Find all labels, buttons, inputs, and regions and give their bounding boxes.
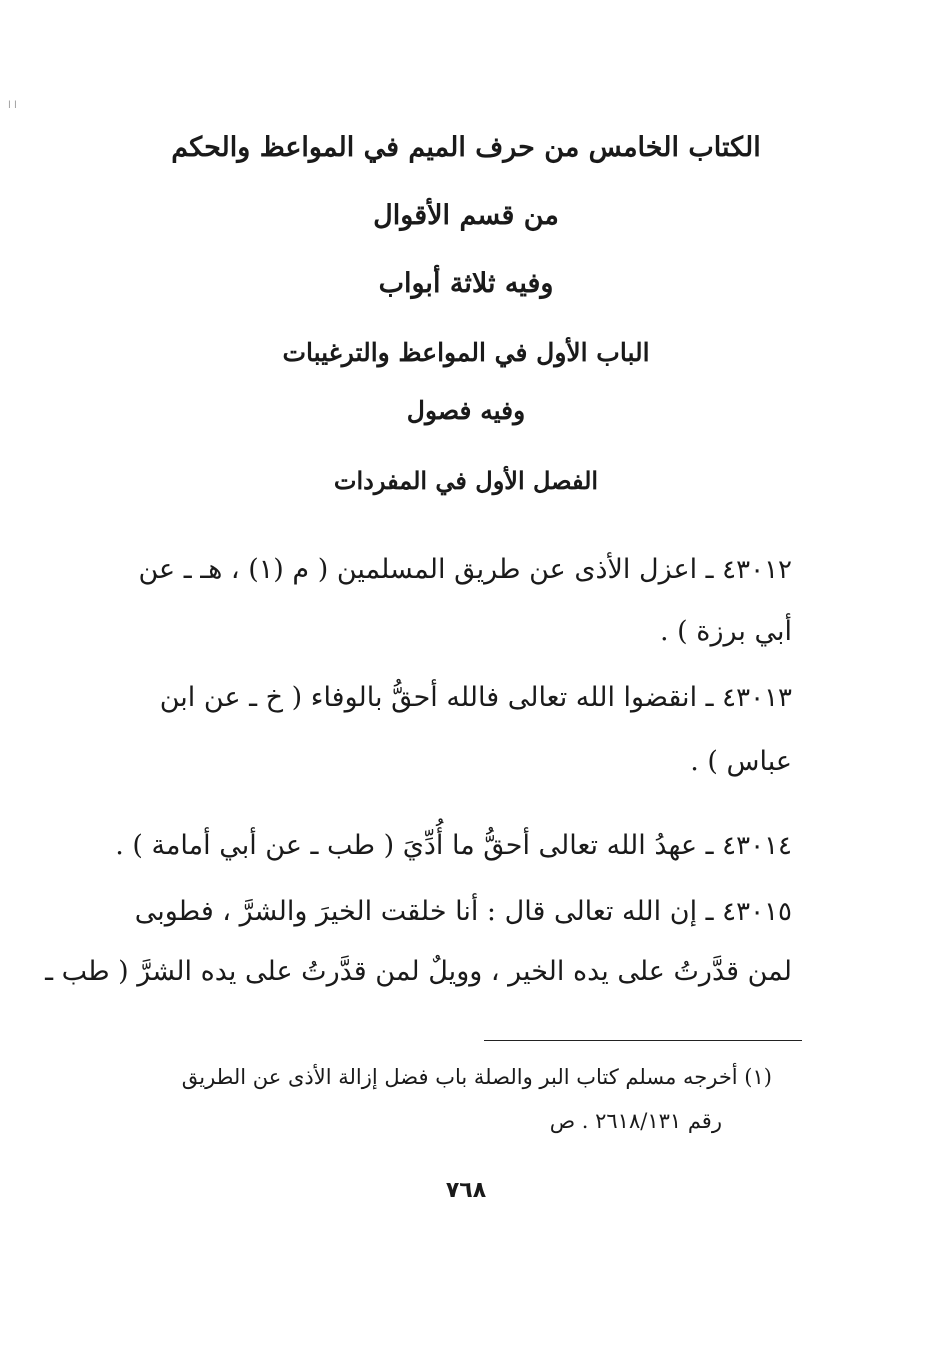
entry-text: لمن قدَّرتُ على يده الخير ، وويلٌ لمن قدَّرتُ على يده الشرَّ ( طب ـ (45, 956, 792, 987)
entry-number: ٤٣٠١٥ (722, 897, 792, 927)
first-section-heading: الفصل الأول في المفردات (333, 466, 599, 495)
book-title: الكتاب الخامس من حرف الميم في المواعظ والحكم (171, 132, 761, 163)
entry-text: أبي برزة ) . (660, 616, 792, 647)
entry-43015-line1 (92, 892, 792, 932)
entry-43015-line2 (45, 952, 792, 992)
footnote-line2: رقم ٢٦١٨/١٣١ . ص (549, 1109, 722, 1133)
entry-43012-line2 (92, 612, 792, 652)
entry-text: ـ انقضوا الله تعالى فالله أحقُّ بالوفاء ( خ ـ عن ابن (159, 682, 714, 713)
entry-text: عباس ) . (690, 746, 792, 777)
sections-note-heading: وفيه فصول (406, 396, 526, 425)
page-number: ٧٦٨ (445, 1178, 487, 1203)
section-heading: من قسم الأقوال (373, 200, 559, 231)
entry-number: ٤٣٠١٢ (722, 555, 792, 585)
chapters-count-heading: وفيه ثلاثة أبواب (378, 268, 554, 299)
entry-number: ٤٣٠١٤ (722, 831, 792, 861)
entry-text: ـ إن الله تعالى قال : أنا خلقت الخيرَ والشرَّ ، فطوبى (134, 896, 714, 927)
entry-43013-line1 (92, 678, 792, 718)
footnote-divider (484, 1040, 802, 1041)
corner-mark: ا ا (8, 100, 17, 111)
entry-number: ٤٣٠١٣ (722, 683, 792, 713)
entry-text: ـ عهدُ الله تعالى أحقُّ ما أُدِّيَ ( طب ـ عن أبي أمامة ) . (115, 830, 714, 861)
chapter-one-heading: الباب الأول في المواعظ والترغيبات (282, 338, 650, 367)
entry-43013-line2 (92, 742, 792, 782)
footnote-line1: (١) أخرجه مسلم كتاب البر والصلة باب فضل إزالة الأذى عن الطريق (181, 1065, 772, 1089)
entry-text: ـ اعزل الأذى عن طريق المسلمين ( م (١) ، هـ ـ عن (138, 554, 714, 585)
entry-43014-line1 (92, 826, 792, 866)
entry-43012-line1 (92, 550, 792, 590)
